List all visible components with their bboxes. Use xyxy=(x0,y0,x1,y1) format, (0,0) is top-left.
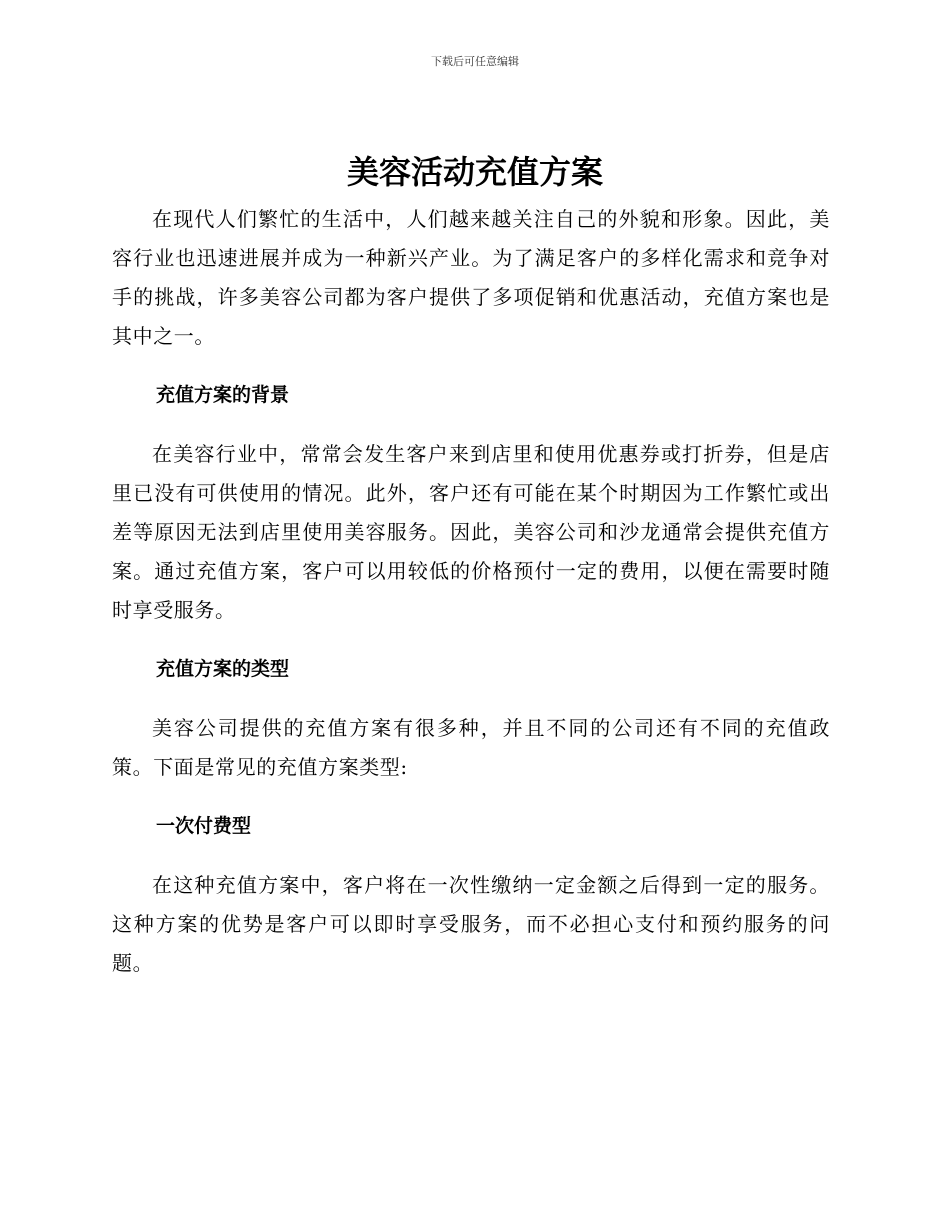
section-heading-types: 充值方案的类型 xyxy=(156,658,290,680)
document-body xyxy=(112,200,830,983)
document-title: 美容活动充值方案 xyxy=(346,153,603,191)
intro-paragraph: 在现代人们繁忙的生活中，人们越来越关注自己的外貌和形象。因此，美容行业也迅速进展并成为一种新兴产业。为了满足客户的多样化需求和竞争对手的挑战，许多美容公司都为客户提供了多项促销和优惠活动，充值方案也是其中之一。 xyxy=(112,207,830,348)
section-heading-one-time-payment: 一次付费型 xyxy=(156,815,252,837)
section-body-background: 在美容行业中，常常会发生客户来到店里和使用优惠券或打折券，但是店里已没有可供使用的情况。此外，客户还有可能在某个时期因为工作繁忙或出差等原因无法到店里使用美容服务。因此，美容公司和沙龙通常会提供充值方案。通过充值方案，客户可以用较低的价格预付一定的费用，以便在需要时随时享受服务。 xyxy=(112,442,830,622)
section-heading-background: 充值方案的背景 xyxy=(156,384,290,406)
section-body-one-time-payment: 在这种充值方案中，客户将在一次性缴纳一定金额之后得到一定的服务。这种方案的优势是客户可以即时享受服务，而不必担心支付和预约服务的问题。 xyxy=(112,873,830,975)
page-header-note: 下载后可任意编辑 xyxy=(431,55,519,68)
section-body-types: 美容公司提供的充值方案有很多种，并且不同的公司还有不同的充值政策。下面是常见的充值方案类型: xyxy=(112,716,830,779)
